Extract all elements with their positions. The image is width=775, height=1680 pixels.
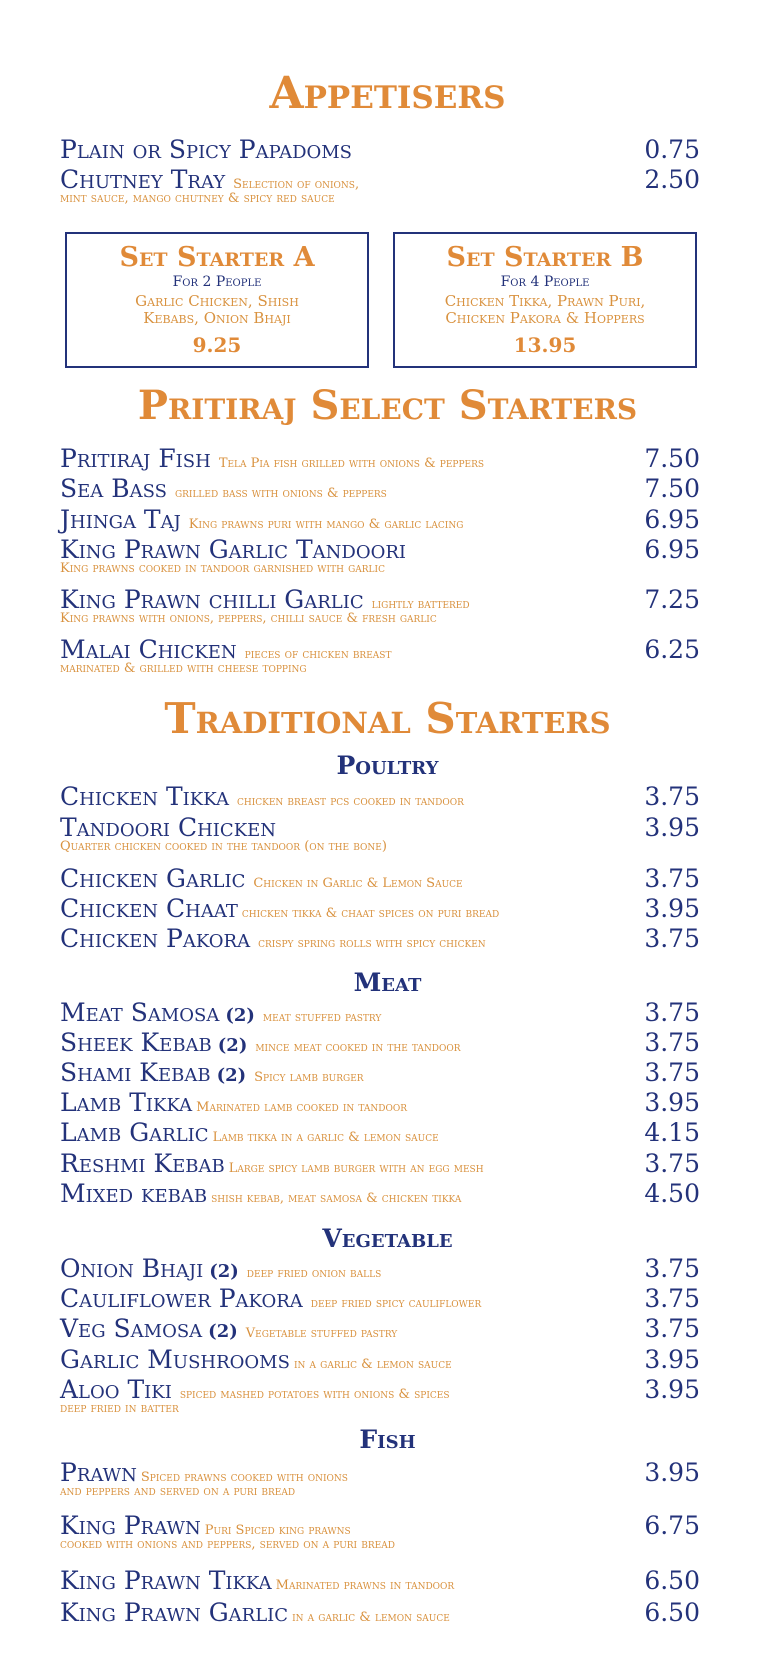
item-quantity: (2): [217, 1035, 248, 1056]
menu-item: [60, 535, 700, 576]
item-description-line2: deep fried in batter: [60, 1401, 179, 1416]
item-price: 6.95: [644, 535, 700, 564]
item-price: 3.75: [644, 1028, 700, 1057]
menu-item: [60, 1118, 700, 1147]
menu-item: [60, 135, 700, 164]
item-name: King Prawn Garlic Tandoori: [60, 535, 407, 564]
item-price: 3.95: [644, 1458, 700, 1487]
item-description: Marinated prawns in tandoor: [275, 1578, 455, 1593]
item-description: Spicy lamb burger: [254, 1070, 364, 1085]
item-name: Malai Chicken: [60, 635, 237, 664]
menu-item: [60, 1149, 700, 1178]
item-description-line2: cooked with onions and peppers, served on a puri bread: [60, 1537, 395, 1552]
item-name: Plain or Spicy Papadoms: [60, 135, 353, 164]
item-price: 3.95: [644, 1375, 700, 1404]
item-description: chicken breast pcs cooked in tandoor: [236, 794, 464, 809]
item-name: Garlic Mushrooms: [60, 1345, 290, 1374]
item-price: 2.50: [644, 165, 700, 194]
item-description: Lamb tikka in a garlic & lemon sauce: [212, 1130, 439, 1145]
set-starter-items: Kebabs, Onion Bhaji: [143, 309, 291, 327]
item-description: lightly battered: [371, 597, 470, 612]
item-quantity: (2): [209, 1261, 239, 1282]
item-description: King prawns puri with mango & garlic lacing: [188, 517, 464, 532]
item-quantity: (2): [216, 1065, 247, 1086]
menu-item: [60, 1345, 700, 1374]
item-description: shish kebab, meat samosa & chicken tikka: [211, 1191, 462, 1206]
menu-item: [60, 1254, 700, 1283]
item-name: Lamb Garlic: [60, 1118, 209, 1147]
item-name: Sheek Kebab: [60, 1028, 212, 1057]
item-price: 3.75: [644, 1058, 700, 1087]
item-price: 3.75: [644, 1254, 700, 1283]
item-name: Aloo Tiki: [60, 1375, 172, 1404]
item-price: 7.50: [644, 444, 700, 473]
item-name: Tandoori Chicken: [60, 813, 277, 842]
item-description: Puri Spiced king prawns: [204, 1523, 351, 1538]
item-name: Cauliflower Pakora: [60, 1284, 303, 1313]
item-price: 3.75: [644, 1314, 700, 1343]
item-name: Chicken Garlic: [60, 864, 246, 893]
item-description-line2: King prawns cooked in tandoor garnished with garlic: [60, 561, 385, 576]
item-description-line2: mint sauce, mango chutney & spicy red sauce: [60, 191, 335, 206]
item-name: Meat Samosa: [60, 998, 220, 1027]
item-price: 4.15: [644, 1118, 700, 1147]
item-description: Vegetable stuffed pastry: [245, 1326, 398, 1341]
item-description: meat stuffed pastry: [262, 1010, 382, 1025]
menu-item: [60, 444, 700, 473]
menu-item: [60, 585, 700, 626]
menu-item: [60, 1088, 700, 1117]
menu-item: [60, 782, 700, 811]
menu-item: [60, 1314, 700, 1343]
item-name: Chicken Chaat: [60, 894, 238, 923]
item-price: 3.95: [644, 894, 700, 923]
item-name: Mixed kebab: [60, 1179, 208, 1208]
set-starter-b-box: [393, 232, 697, 368]
item-name: Veg Samosa: [60, 1314, 203, 1343]
menu-item: [60, 924, 700, 953]
item-name: Lamb Tikka: [60, 1088, 193, 1117]
item-price: 6.75: [644, 1511, 700, 1540]
item-price: 6.25: [644, 635, 700, 664]
menu-item: [60, 864, 700, 893]
poultry-title: Poultry: [336, 751, 439, 780]
appetisers-title: Appetisers: [269, 68, 506, 119]
menu-item: [60, 1179, 700, 1208]
item-description: Tela Pia fish grilled with onions & peppers: [218, 456, 485, 471]
set-starter-name: Set Starter B: [446, 242, 644, 273]
menu-item: [60, 894, 700, 923]
menu-item: [60, 165, 700, 206]
set-starter-people: For 2 People: [172, 274, 262, 290]
set-starter-price: 13.95: [513, 333, 577, 357]
item-price: 3.75: [644, 782, 700, 811]
item-description: Spiced prawns cooked with onions: [140, 1470, 348, 1485]
item-description: Marinated lamb cooked in tandoor: [196, 1100, 408, 1115]
item-price: 7.25: [644, 585, 700, 614]
item-price: 4.50: [644, 1179, 700, 1208]
item-description: deep fried spicy cauliflower: [310, 1296, 482, 1311]
item-price: 3.95: [644, 1088, 700, 1117]
set-starter-a-box: [65, 232, 369, 368]
item-name: King Prawn chilli Garlic: [60, 585, 364, 614]
menu-item: [60, 1458, 700, 1499]
menu-item: [60, 635, 700, 676]
set-starter-items: Garlic Chicken, Shish: [135, 292, 299, 310]
item-price: 3.75: [644, 1149, 700, 1178]
item-name: Chutney Tray: [60, 165, 226, 194]
item-description: in a garlic & lemon sauce: [292, 1610, 450, 1625]
fish-title: Fish: [359, 1425, 416, 1454]
item-name: Jhinga Taj: [60, 505, 181, 534]
item-name: Pritiraj Fish: [60, 444, 211, 473]
item-name: Chicken Tikka: [60, 782, 229, 811]
item-name: Sea Bass: [60, 474, 167, 503]
item-price: 3.75: [644, 998, 700, 1027]
item-description: in a garlic & lemon sauce: [293, 1357, 452, 1372]
item-name: Reshmi Kebab: [60, 1149, 225, 1178]
item-price: 3.95: [644, 813, 700, 842]
item-quantity: (2): [208, 1321, 238, 1342]
item-description: grilled bass with onions & peppers: [174, 486, 387, 501]
item-quantity: (2): [225, 1005, 255, 1026]
item-price: 6.50: [644, 1598, 700, 1627]
item-description-line2: and peppers and served on a puri bread: [60, 1484, 296, 1499]
item-price: 7.50: [644, 474, 700, 503]
set-starter-name: Set Starter A: [119, 242, 315, 273]
item-name: Onion Bhaji: [60, 1254, 204, 1283]
item-description: Large spicy lamb burger with an egg mesh: [228, 1161, 484, 1176]
item-name: King Prawn Tikka: [60, 1566, 272, 1595]
item-price: 6.95: [644, 505, 700, 534]
set-starter-price: 9.25: [192, 333, 242, 357]
item-description: deep fried onion balls: [246, 1266, 382, 1281]
item-name: King Prawn Garlic: [60, 1598, 289, 1627]
menu-item: [60, 1598, 700, 1627]
item-description: mince meat cooked in the tandoor: [255, 1040, 461, 1055]
menu-item: [60, 1511, 700, 1552]
item-price: 6.50: [644, 1566, 700, 1595]
item-name: Prawn: [60, 1458, 137, 1487]
item-description: crispy spring rolls with spicy chicken: [258, 936, 486, 951]
item-description: Selection of onions,: [233, 177, 360, 192]
menu-item: [60, 1284, 700, 1313]
item-description: Chicken in Garlic & Lemon Sauce: [253, 876, 463, 891]
item-description: pieces of chicken breast: [244, 647, 392, 662]
vegetable-title: Vegetable: [322, 1224, 453, 1253]
item-price: 3.95: [644, 1345, 700, 1374]
traditional-starters-title: Traditional Starters: [164, 694, 611, 743]
item-price: 3.75: [644, 924, 700, 953]
item-description: spiced mashed potatoes with onions & spices: [179, 1387, 450, 1402]
set-starter-people: For 4 People: [500, 274, 590, 290]
item-price: 0.75: [644, 135, 700, 164]
select-starters-title: Pritiraj Select Starters: [137, 382, 638, 429]
menu-item: [60, 1028, 700, 1057]
set-starter-items: Chicken Tikka, Prawn Puri,: [444, 292, 646, 310]
item-description-line2: King prawns with onions, peppers, chilli sauce & fresh garlic: [60, 611, 437, 626]
item-price: 3.75: [644, 864, 700, 893]
menu-item: [60, 1375, 700, 1416]
set-starter-items: Chicken Pakora & Hoppers: [445, 309, 645, 327]
menu-item: [60, 1058, 700, 1087]
menu-item: [60, 813, 700, 854]
menu-item: [60, 998, 700, 1027]
menu-item: [60, 1566, 700, 1595]
menu-item: [60, 505, 700, 534]
item-description-line2: Quarter chicken cooked in the tandoor (on the bone): [60, 839, 387, 854]
item-name: King Prawn: [60, 1511, 201, 1540]
meat-title: Meat: [353, 968, 422, 997]
item-name: Chicken Pakora: [60, 924, 251, 953]
item-description-line2: marinated & grilled with cheese topping: [60, 661, 307, 676]
item-description: chicken tikka & chaat spices on puri bread: [241, 906, 500, 921]
item-price: 3.75: [644, 1284, 700, 1313]
menu-item: [60, 474, 700, 503]
item-name: Shami Kebab: [60, 1058, 211, 1087]
